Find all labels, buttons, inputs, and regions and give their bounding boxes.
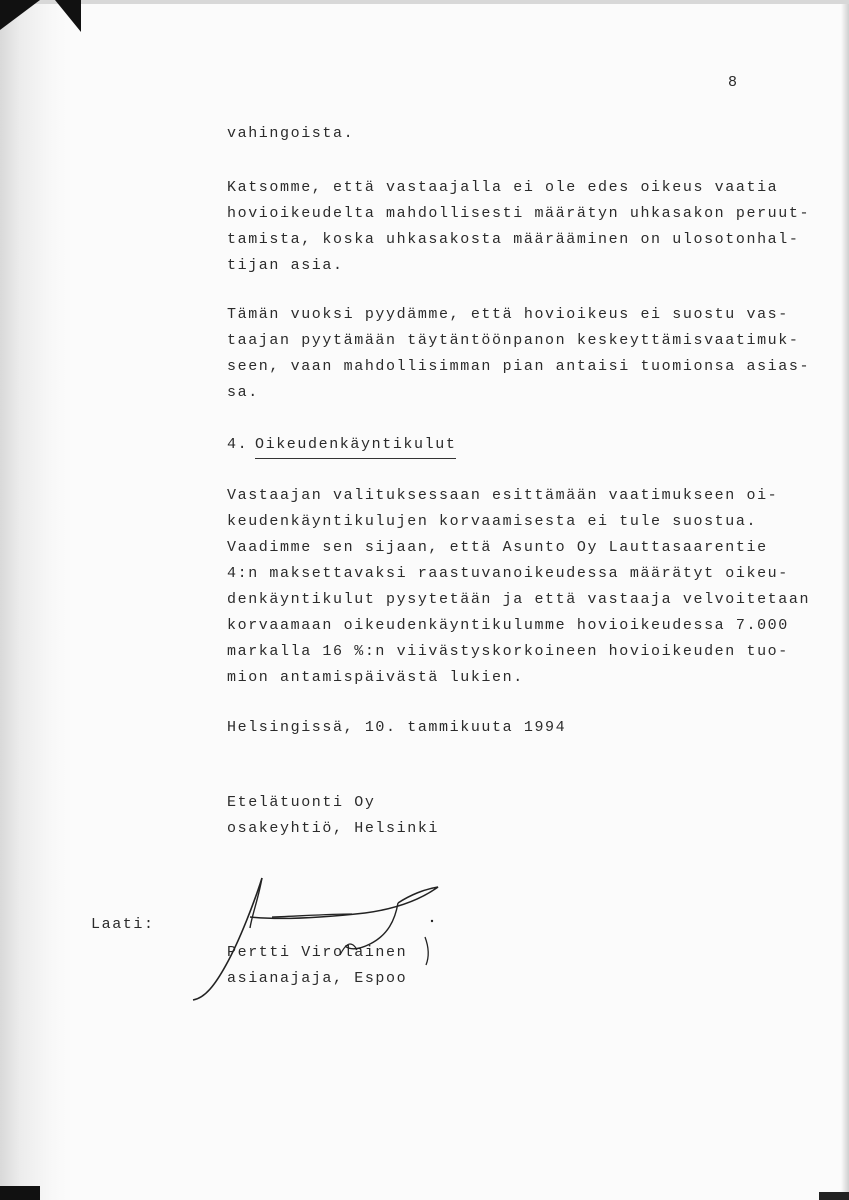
company-description: osakeyhtiö, Helsinki [227,820,440,837]
scan-corner-bottom-left [0,1186,40,1200]
scan-top-edge [0,0,849,4]
signer-name: Pertti Virolainen [227,944,408,961]
paragraph-continuation: vahingoista. [227,125,355,142]
place-date: Helsingissä, 10. tammikuuta 1994 [227,719,567,736]
signer-title: asianajaja, Espoo [227,970,408,987]
signature-label: Laati: [91,916,155,933]
section-title: Oikeudenkäyntikulut [255,432,456,459]
scan-left-edge [0,0,66,1200]
company-name: Etelätuonti Oy [227,794,376,811]
paragraph-costs: Vastaajan valituksessaan esittämään vaatimukseen oi- keudenkäyntikulujen korvaamisesta ei tule suostua. Vaadimme sen sijaan, että Asunto Oy Lauttasaarentie 4:n maksettavaksi raastuvanoikeudessa määrätyt oikeu- denkäyntikulut pysytetään ja että vastaaja velvoitetaan korvaamaan oikeudenkäyntikulumme hovioikeudessa 7.000 markalla 16 %:n viivästyskorkoineen hovioikeuden tuo- mion antamispäivästä lukien. [227,487,811,686]
paragraph-uhkasakko: Katsomme, että vastaajalla ei ole edes oikeus vaatia hovioikeudelta mahdollisesti määrätyn uhkasakon peruut- tamista, koska uhkasakosta määrääminen on ulosotonhal- tijan asia. [227,179,811,274]
page-number: 8 [728,74,738,91]
section-number: 4. [227,436,249,453]
scan-right-edge [841,0,849,1200]
paragraph-request: Tämän vuoksi pyydämme, että hovioikeus ei suostu vas- taajan pyytämään täytäntöönpanon keskeyttämisvaatimuk- seen, vaan mahdollisimman pian antaisi tuomionsa asias- sa. [227,306,811,401]
scan-corner-top-left [0,0,40,30]
scan-corner-top-left-notch [55,0,81,32]
scan-corner-bottom-right [819,1192,849,1200]
